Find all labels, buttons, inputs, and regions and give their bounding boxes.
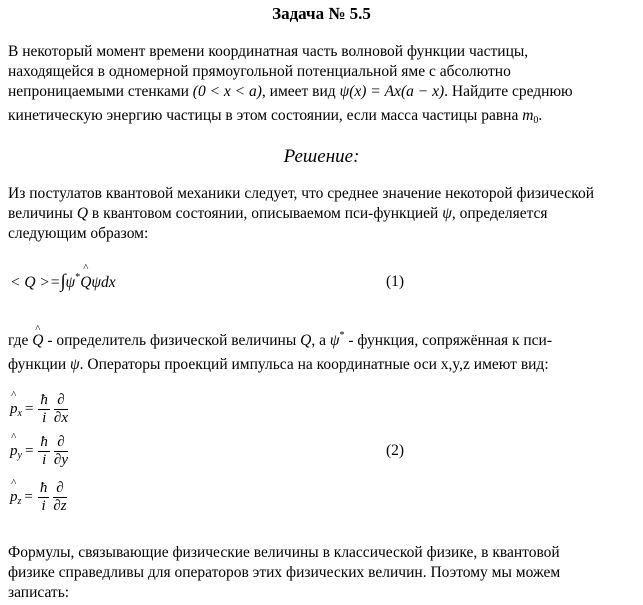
definition-paragraph [8, 326, 633, 375]
operator-py: ^ $p_y$ = $\frac{ħ}{i}$ $\frac{\partial}{\partial y}$ [10, 434, 70, 468]
closing-line-1: Формулы, связывающие физические величины в классической физике, в квантовой [8, 544, 560, 561]
wavefunction-formula: ψ(x) = Ax(a − x) [339, 83, 445, 100]
mass-symbol: m [522, 107, 534, 124]
operator-px: ^ $p_x$ = $\frac{ħ}{i}$ $\frac{\partial}{\partial x}$ [10, 392, 70, 426]
solution-heading: Решение: [283, 146, 360, 167]
problem-title: Задача № 5.5 [272, 4, 371, 23]
problem-statement [8, 42, 633, 131]
closing-paragraph [8, 543, 633, 603]
problem-line-3: непроницаемыми стенками (0 < x < a), имеет вид ψ(x) = Ax(a − x). Найдите среднюю [8, 83, 573, 100]
operator-pz: ^ $p_z$ = $\frac{ħ}{i}$ $\frac{\partial}{\partial z}$ [10, 480, 69, 514]
problem-line-1: В некоторый момент времени координатная часть волновой функции частицы, [8, 43, 529, 60]
closing-line-3: записать: [8, 584, 70, 601]
definition-line-2: функции ψ. Операторы проекций импульса на координатные оси x,y,z имеют вид: [8, 356, 549, 373]
equation-1: < Q >=∫ψ*^ Qψdx [10, 271, 116, 293]
postulate-paragraph [8, 184, 633, 244]
closing-line-2: физике справедливы для операторов этих физических величин. Поэтому мы можем [8, 564, 561, 581]
problem-line-2: находящейся в одномерной прямоугольной потенциальной яме с абсолютно [8, 63, 511, 80]
postulate-line-1: Из постулатов квантовой механики следует, что среднее значение некоторой физической [8, 185, 595, 202]
equation-1-number: (1) [386, 273, 405, 290]
postulate-line-2: величины Q в квантовом состоянии, описываемом пси-функцией ψ, определяется [8, 205, 548, 222]
definition-line-1: где ^ Q - определитель физической величины Q, а ψ* - функция, сопряжённая к пси- [8, 326, 633, 351]
postulate-line-3: следующим образом: [8, 225, 149, 242]
problem-line-4: кинетическую энергию частицы в этом состоянии, если масса частицы равна $m_0$. [8, 107, 543, 126]
equation-2-number: (2) [386, 442, 405, 459]
interval-formula: (0 < x < a) [192, 83, 262, 100]
